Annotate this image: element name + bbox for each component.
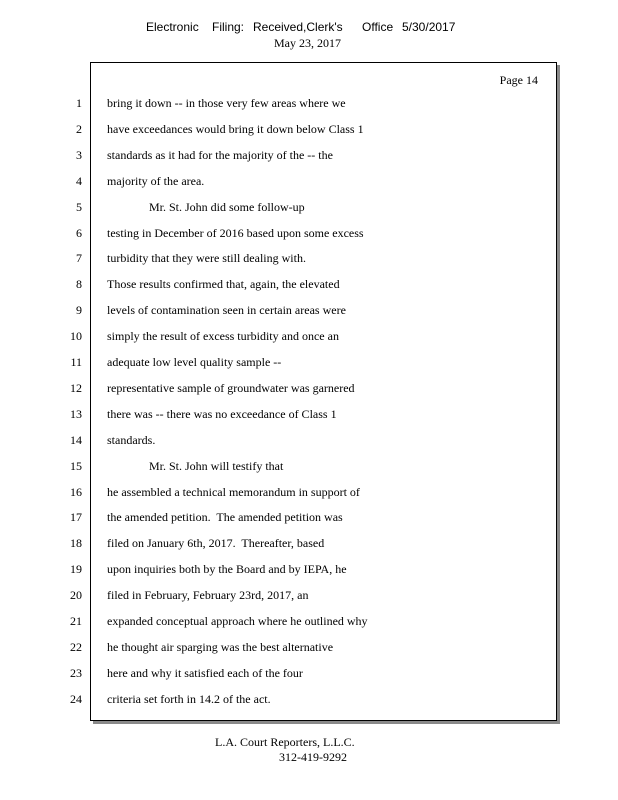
line-number: 16	[70, 485, 82, 499]
line-number: 10	[70, 329, 82, 343]
line-number: 8	[76, 277, 82, 291]
filing-stamp-filing: Filing:	[212, 20, 245, 34]
filing-stamp	[0, 20, 618, 36]
reporter-phone: 312-419-9292	[279, 750, 347, 764]
transcript-line: adequate low level quality sample --	[107, 355, 282, 369]
reporter-company: L.A. Court Reporters, L.L.C.	[215, 735, 355, 749]
line-number: 19	[70, 562, 82, 576]
transcript-line: majority of the area.	[107, 174, 205, 188]
filing-stamp-office: Office	[362, 20, 394, 34]
line-number: 22	[70, 640, 82, 654]
line-number: 24	[70, 692, 82, 706]
line-number: 17	[70, 510, 82, 524]
transcript-line: there was -- there was no exceedance of Class 1	[107, 407, 337, 421]
transcript-line: simply the result of excess turbidity and once an	[107, 329, 339, 343]
transcript-line: expanded conceptual approach where he outlined why	[107, 614, 368, 628]
transcript-line: upon inquiries both by the Board and by IEPA, he	[107, 562, 347, 576]
filing-stamp-received: Received,Clerk's	[253, 20, 343, 34]
transcript-line: criteria set forth in 14.2 of the act.	[107, 692, 271, 706]
transcript-line: levels of contamination seen in certain areas were	[107, 303, 346, 317]
transcript-line: have exceedances would bring it down below Class 1	[107, 122, 364, 136]
line-number: 2	[76, 122, 82, 136]
transcript-line: filed in February, February 23rd, 2017, an	[107, 588, 309, 602]
line-number: 4	[76, 174, 82, 188]
transcript-line: he assembled a technical memorandum in support of	[107, 485, 360, 499]
line-number: 11	[70, 355, 82, 369]
line-number: 21	[70, 614, 82, 628]
transcript-line: bring it down -- in those very few areas where we	[107, 96, 346, 110]
line-number: 18	[70, 536, 82, 550]
line-number: 12	[70, 381, 82, 395]
line-number: 7	[76, 251, 82, 265]
line-number: 20	[70, 588, 82, 602]
transcript-line: standards as it had for the majority of the -- the	[107, 148, 333, 162]
transcript-line: standards.	[107, 433, 156, 447]
line-number: 6	[76, 226, 82, 240]
transcript-line: representative sample of groundwater was garnered	[107, 381, 355, 395]
transcript-line: filed on January 6th, 2017. Thereafter, based	[107, 536, 325, 550]
line-number: 14	[70, 433, 82, 447]
transcript-line: Mr. St. John will testify that	[107, 459, 284, 473]
transcript-line: the amended petition. The amended petition was	[107, 510, 343, 524]
line-number: 23	[70, 666, 82, 680]
line-number: 3	[76, 148, 82, 162]
line-number: 9	[76, 303, 82, 317]
page-number: Page 14	[499, 73, 538, 87]
transcript-line: Mr. St. John did some follow-up	[107, 200, 305, 214]
transcript-line: he thought air sparging was the best alternative	[107, 640, 334, 654]
line-number: 1	[76, 96, 82, 110]
filing-stamp-date: 5/30/2017	[402, 20, 456, 34]
line-number: 5	[76, 200, 82, 214]
transcript-line: testing in December of 2016 based upon some excess	[107, 226, 364, 240]
hearing-date: May 23, 2017	[274, 36, 341, 50]
filing-stamp-electronic: Electronic	[146, 20, 199, 34]
transcript-line: turbidity that they were still dealing with.	[107, 251, 306, 265]
line-number: 13	[70, 407, 82, 421]
line-number: 15	[70, 459, 82, 473]
transcript-line: Those results confirmed that, again, the elevated	[107, 277, 340, 291]
transcript-line: here and why it satisfied each of the four	[107, 666, 303, 680]
